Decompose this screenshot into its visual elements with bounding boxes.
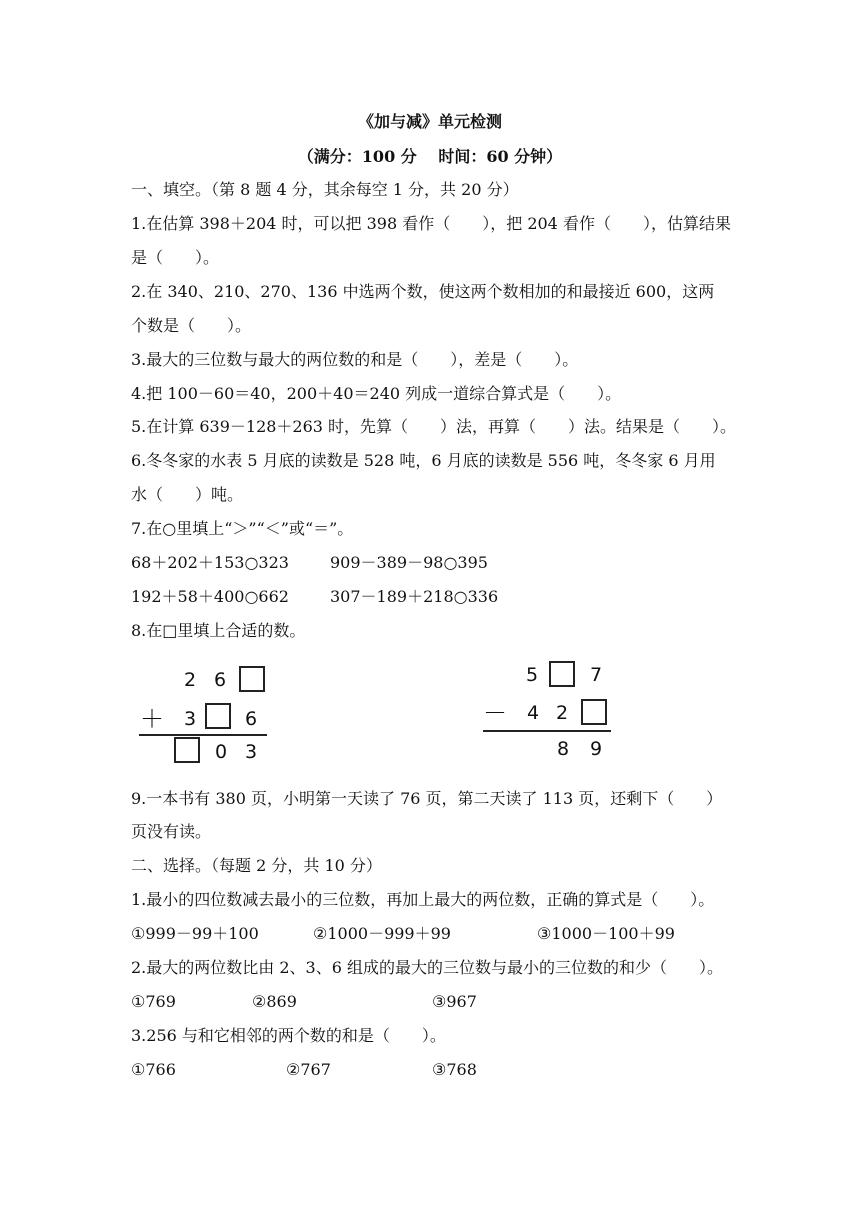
- question-7-item-d: 307－189＋218○336: [330, 587, 499, 606]
- difference-digit: 8: [557, 738, 570, 760]
- choice-option: ③768: [432, 1060, 477, 1079]
- choice-question-2: 2.最大的两位数比由 2、3、6 组成的最大的三位数与最小的三位数的和少（ ）。: [131, 958, 723, 977]
- question-6-line-2: 水（ ）吨。: [131, 485, 244, 504]
- choice-option: ②869: [252, 992, 297, 1011]
- minus-sign: －: [483, 699, 507, 727]
- question-7-item-b: 909－389－98○395: [330, 553, 488, 572]
- minuend-digit: 7: [590, 664, 603, 686]
- choice-option: ①999－99＋100: [131, 924, 259, 943]
- addend-2-digit: 6: [245, 708, 258, 730]
- blank-box[interactable]: [174, 737, 200, 763]
- addend-2-digit: 3: [184, 708, 197, 730]
- blank-box[interactable]: [239, 666, 265, 692]
- difference-rule: [483, 730, 611, 732]
- question-7: 7.在○里填上“＞”“＜”或“＝”。: [131, 519, 354, 538]
- subtrahend-digit: 4: [527, 702, 540, 724]
- question-3: 3.最大的三位数与最大的两位数的和是（ ），差是（ ）。: [131, 350, 579, 369]
- question-9-line-1: 9.一本书有 380 页，小明第一天读了 76 页，第二天读了 113 页，还剩下（ ）: [131, 789, 723, 808]
- choice-option: ②767: [286, 1060, 331, 1079]
- question-9-line-2: 页没有读。: [131, 822, 212, 841]
- difference-digit: 9: [590, 738, 603, 760]
- sum-digit: 0: [215, 741, 228, 763]
- subtrahend-digit: 2: [556, 702, 569, 724]
- blank-box[interactable]: [581, 699, 607, 725]
- question-4: 4.把 100－60＝40，200＋40＝240 列成一道综合算式是（ ）。: [131, 384, 622, 403]
- choice-option: ②1000－999＋99: [313, 924, 451, 943]
- question-8: 8.在□里填上合适的数。: [131, 621, 306, 640]
- question-2-line-2: 个数是（ ）。: [131, 316, 252, 335]
- section1-heading: 一、填空。（第 8 题 4 分，其余每空 1 分，共 20 分）: [131, 180, 519, 199]
- page-title: 《加与减》单元检测: [357, 112, 502, 131]
- choice-question-1: 1.最小的四位数减去最小的三位数，再加上最大的两位数，正确的算式是（ ）。: [131, 890, 715, 909]
- question-5: 5.在计算 639－128＋263 时，先算（ ）法，再算（ ）法。结果是（ ）。: [131, 417, 737, 436]
- addend-1-digit: 6: [214, 669, 227, 691]
- page-subtitle: （满分：100 分 时间：60 分钟）: [297, 147, 563, 166]
- choice-question-3: 3.256 与和它相邻的两个数的和是（ ）。: [131, 1026, 446, 1045]
- question-1-line-1: 1.在估算 398＋204 时，可以把 398 看作（ ），把 204 看作（ ），估算结果: [131, 214, 731, 233]
- minuend-digit: 5: [526, 664, 539, 686]
- question-7-item-a: 68＋202＋153○323: [131, 553, 289, 572]
- question-2-line-1: 2.在 340、210、270、136 中选两个数，使这两个数相加的和最接近 600，这两: [131, 282, 715, 301]
- question-7-item-c: 192＋58＋400○662: [131, 587, 289, 606]
- plus-sign: ＋: [140, 705, 164, 733]
- choice-option: ①766: [131, 1060, 176, 1079]
- blank-box[interactable]: [549, 661, 575, 687]
- choice-option: ③1000－100＋99: [537, 924, 675, 943]
- sum-rule: [139, 734, 267, 736]
- choice-option: ③967: [432, 992, 477, 1011]
- blank-box[interactable]: [205, 703, 231, 729]
- question-1-line-2: 是（ ）。: [131, 248, 220, 267]
- sum-digit: 3: [245, 741, 258, 763]
- section2-heading: 二、选择。（每题 2 分，共 10 分）: [131, 856, 382, 875]
- addend-1-digit: 2: [184, 669, 197, 691]
- question-6-line-1: 6.冬冬家的水表 5 月底的读数是 528 吨，6 月底的读数是 556 吨，冬冬家 6 月用: [131, 451, 716, 470]
- choice-option: ①769: [131, 992, 176, 1011]
